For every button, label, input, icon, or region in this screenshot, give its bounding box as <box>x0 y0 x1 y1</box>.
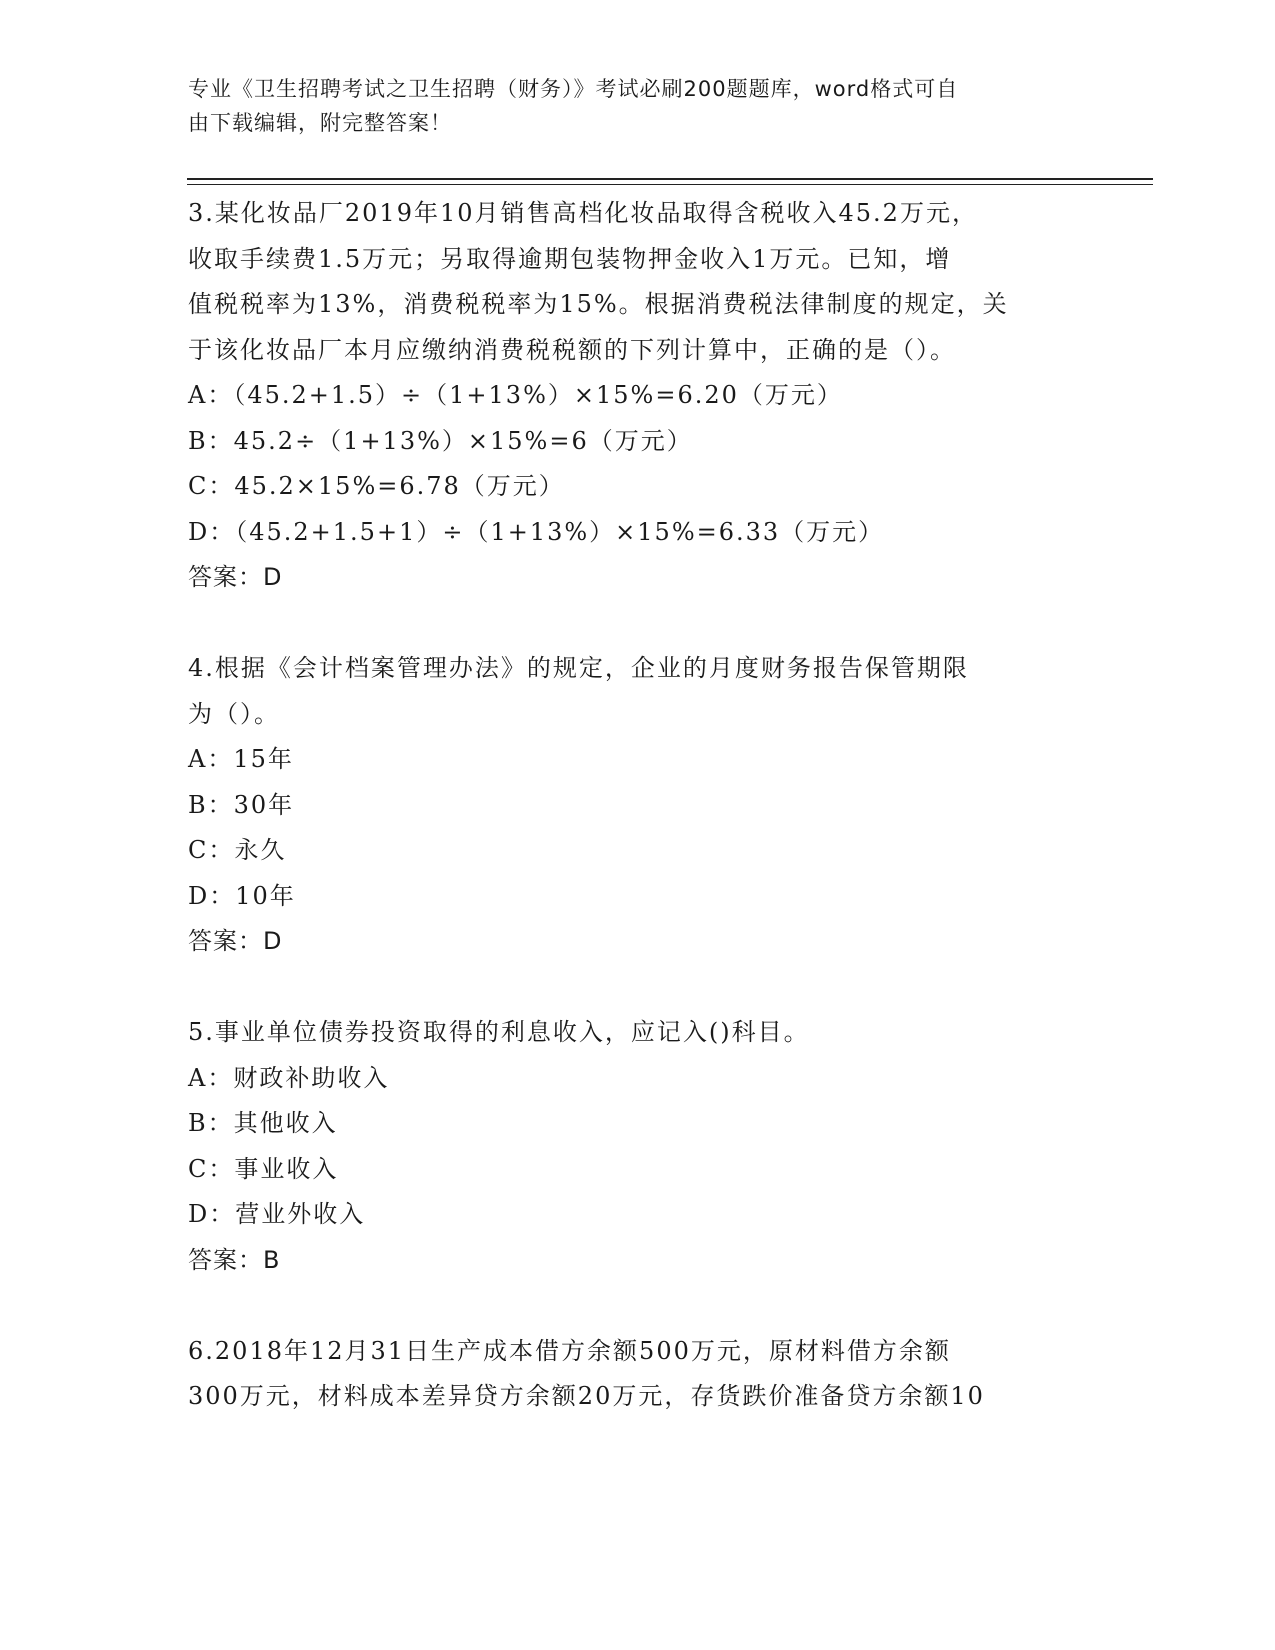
document-header <box>188 72 1068 140</box>
option-c: C：事业收入 <box>188 1154 339 1183</box>
answer-label: 答案：D <box>188 927 283 955</box>
answer-label: 答案：B <box>188 1245 281 1274</box>
question-spacer <box>188 965 1088 1011</box>
option-b: B：30年 <box>188 790 295 819</box>
option-a: A：财政补助收入 <box>188 1063 390 1092</box>
question-text-line: 5.事业单位债券投资取得的利息收入，应记入()科目。 <box>188 1018 810 1046</box>
option-d: D：（45.2+1.5+1）÷（1+13%）×15%=6.33（万元） <box>188 517 885 546</box>
header-divider-thick <box>187 178 1153 180</box>
option-b: B：45.2÷（1+13%）×15%=6（万元） <box>188 426 693 455</box>
option-d: D：10年 <box>188 881 296 910</box>
question-text-line: 6.2018年12月31日生产成本借方余额500万元，原材料借方余额 <box>188 1336 951 1365</box>
header-divider-thin <box>187 184 1153 185</box>
question-block <box>188 646 1088 965</box>
question-text-line: 4.根据《会计档案管理办法》的规定，企业的月度财务报告保管期限 <box>188 654 969 682</box>
question-block <box>188 191 1088 601</box>
option-c: C：永久 <box>188 836 287 864</box>
option-b: B：其他收入 <box>188 1109 338 1137</box>
option-a: A：15年 <box>188 745 294 773</box>
question-block <box>188 1010 1088 1283</box>
header-line-2: 由下载编辑，附完整答案！ <box>188 111 452 135</box>
question-spacer <box>188 601 1088 647</box>
question-text-line: 收取手续费1.5万元；另取得逾期包装物押金收入1万元。已知，增 <box>188 244 952 273</box>
question-text-line: 值税税率为13%，消费税税率为15%。根据消费税法律制度的规定，关 <box>188 290 1009 318</box>
option-a: A：（45.2+1.5）÷（1+13%）×15%=6.20（万元） <box>188 381 843 409</box>
question-spacer <box>188 1283 1088 1329</box>
option-c: C：45.2×15%=6.78（万元） <box>188 472 565 500</box>
question-text-line: 为（）。 <box>188 699 280 728</box>
question-block <box>188 1329 1088 1420</box>
header-line-1: 专业《卫生招聘考试之卫生招聘（财务）》考试必刷200题题库，word格式可自 <box>188 77 959 101</box>
question-text-line: 3.某化妆品厂2019年10月销售高档化妆品取得含税收入45.2万元， <box>188 199 978 227</box>
question-text-line: 于该化妆品厂本月应缴纳消费税税额的下列计算中，正确的是（）。 <box>188 335 956 364</box>
question-text-line: 300万元，材料成本差异贷方余额20万元，存货跌价准备贷方余额10 <box>188 1382 985 1410</box>
option-d: D：营业外收入 <box>188 1200 366 1228</box>
question-list <box>188 191 1088 1420</box>
answer-label: 答案：D <box>188 563 283 591</box>
